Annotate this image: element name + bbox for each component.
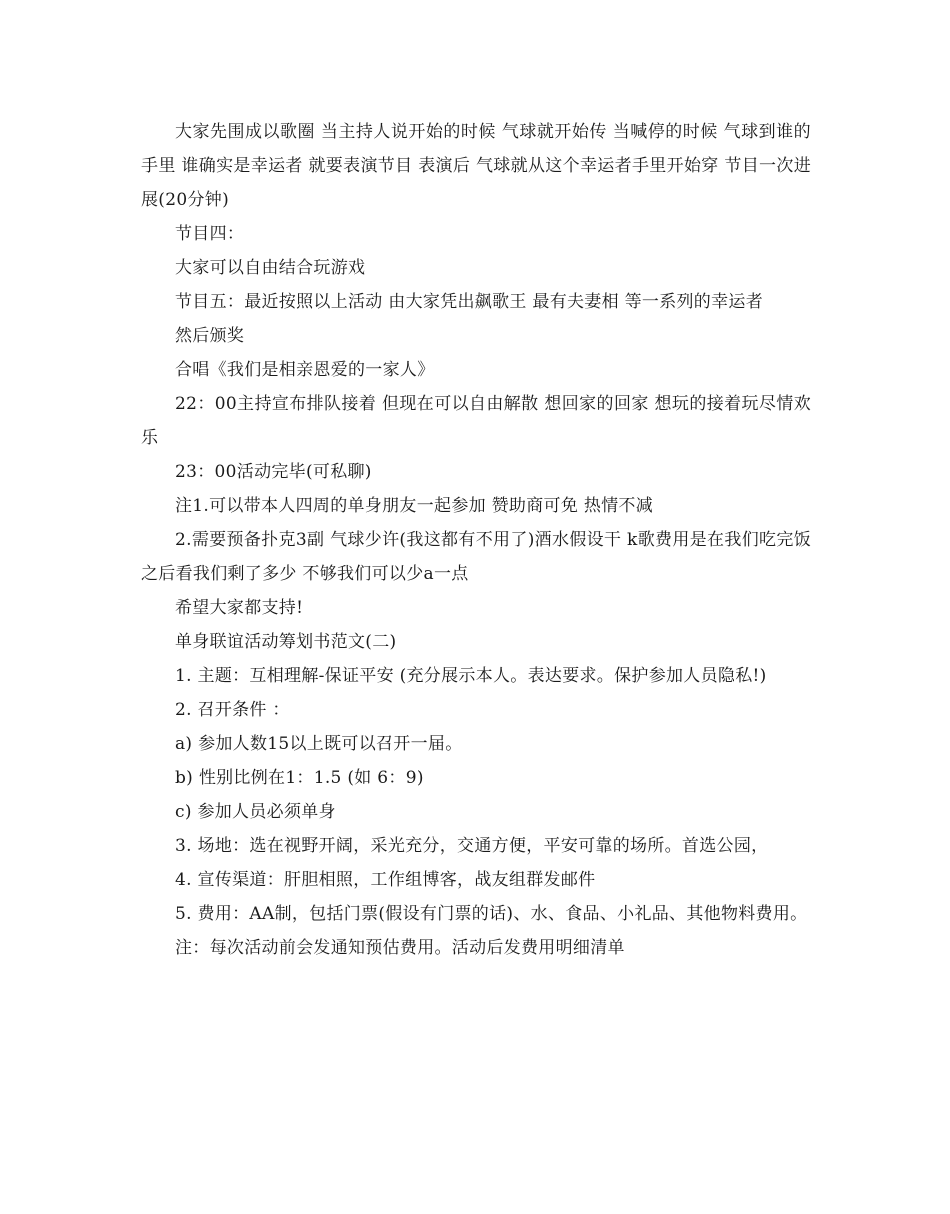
paragraph-2300: 23：00活动完毕(可私聊) [175,462,372,482]
paragraph-free-games: 大家可以自由结合玩游戏 [175,258,366,278]
paragraph-awards: 然后颁奖 [175,326,245,346]
paragraph-conditions: 2. 召开条件 ： [175,700,290,720]
paragraph-program-four: 节目四： [175,224,245,244]
paragraph-note-2: 2.需要预备扑克3副 气球少许(我这都有不用了)酒水假设干 k歌费用是在我们吃完饭之后看我们剩了多少 不够我们可以少a一点 [141,530,811,584]
document-body [141,115,811,965]
section-heading: 单身联谊活动筹划书范文(二) [175,632,397,652]
paragraph-condition-c: c) 参加人员必须单身 [175,802,336,822]
paragraph-2200: 22：00主持宣布排队接着 但现在可以自由解散 想回家的回家 想玩的接着玩尽情欢乐 [141,394,811,448]
paragraph-condition-a: a) 参加人数15以上既可以召开一届。 [175,734,463,754]
paragraph-note-1: 注1.可以带本人四周的单身朋友一起参加 赞助商可免 热情不减 [175,496,654,516]
paragraph-channels: 4. 宣传渠道：肝胆相照，工作组博客，战友组群发邮件 [175,870,596,890]
paragraph-costs: 5. 费用：AA制，包括门票(假设有门票的话)、水、食品、小礼品、其他物料费用。 [175,904,808,924]
paragraph-support: 希望大家都支持! [175,598,304,618]
paragraph-condition-b: b) 性别比例在1：1.5 (如 6：9) [175,768,424,788]
paragraph-chorus: 合唱《我们是相亲恩爱的一家人》 [175,360,435,380]
paragraph-venue: 3. 场地：选在视野开阔，采光充分，交通方便，平安可靠的场所。首选公园， [175,836,769,856]
paragraph-cost-note: 注：每次活动前会发通知预估费用。活动后发费用明细清单 [175,938,625,958]
paragraph-game-rules: 大家先围成以歌圈 当主持人说开始的时候 气球就开始传 当喊停的时候 气球到谁的手里 谁确实是幸运者 就要表演节目 表演后 气球就从这个幸运者手里开始穿 节目一次进展(20分钟) [141,122,811,210]
paragraph-theme: 1. 主题：互相理解-保证平安 (充分展示本人。表达要求。保护参加人员隐私!) [175,666,767,686]
paragraph-program-five: 节目五：最近按照以上活动 由大家凭出飙歌王 最有夫妻相 等一系列的幸运者 [175,292,764,312]
